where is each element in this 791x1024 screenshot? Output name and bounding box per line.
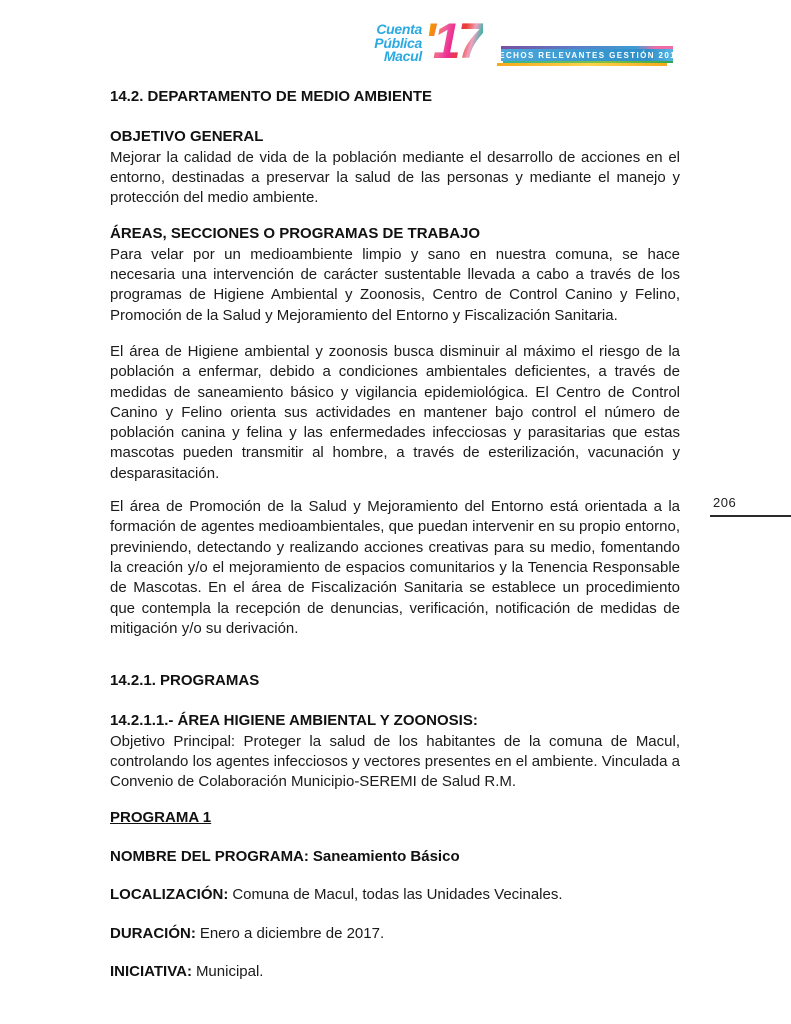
gestion-banner (492, 46, 682, 66)
document-content (110, 87, 680, 982)
banner-text: HECHOS RELEVANTES GESTIÓN 2017 (492, 50, 682, 60)
logo-line-macul: Macul (383, 48, 422, 64)
field-nombre-programa (110, 847, 680, 867)
heading-programa-1: PROGRAMA 1 (110, 808, 212, 826)
paragraph-promocion-salud: El área de Promoción de la Salud y Mejoramiento del Entorno está orientada a la formación de agentes medioambientales, que puedan intervenir en su propio entorno, previniendo, detectando y realizando acciones creativas para su medio, fomentando la creación y/o el mejoramiento de espacios comunitarios y la Tenencia Responsable de Mascotas. En el área de Fiscalización Sanitaria se establece un procedimiento que contempla la recepción de denuncias, verificación, notificación de medidas de mitigación y/o su derivación. (110, 498, 680, 637)
field-localizacion-label: LOCALIZACIÓN: (110, 886, 229, 904)
field-nombre-value: Saneamiento Básico (312, 847, 460, 865)
logo-line-publica: Pública (374, 34, 422, 51)
heading-programas: 14.2.1. PROGRAMAS (110, 672, 260, 690)
banner-stripe-yellow (497, 63, 667, 66)
paragraph-higiene-zoonosis: El área de Higiene ambiental y zoonosis busca disminuir al máximo el riesgo de la población a enfermar, debido a condiciones ambientales deficientes, a través de medidas de saneamiento básico y vigilancia epidemiológica. El Centro de Control Canino y Felino orienta sus actividades en mantener bajo control el número de población canina y felina y las enfermedades infecciosas y parasitarias que estas mascotas pueden transmitir al hombre, a través de esterilización, vacunación y desparasitación. (110, 342, 680, 482)
page-number: 206 (713, 495, 737, 510)
field-duracion (110, 924, 680, 944)
heading-area-higiene-zoonosis: 14.2.1.1.- ÁREA HIGIENE AMBIENTAL Y ZOONOSIS: (110, 712, 478, 730)
section-title-department: 14.2. DEPARTAMENTO DE MEDIO AMBIENTE (110, 88, 432, 105)
field-duracion-label: DURACIÓN: (110, 924, 196, 942)
field-localizacion-value: Comuna de Macul, todas las Unidades Vecinales. (232, 886, 563, 904)
logo-year-17: '17 (424, 13, 483, 69)
cuenta-publica-macul-logo (366, 23, 422, 64)
field-nombre-label: NOMBRE DEL PROGRAMA: (110, 847, 309, 865)
field-iniciativa-value: Municipal. (195, 962, 264, 980)
banner-blue-bar (492, 49, 682, 61)
page-number-rule (710, 494, 791, 517)
logo-line-cuenta: Cuenta (376, 21, 422, 37)
heading-areas-secciones: ÁREAS, SECCIONES O PROGRAMAS DE TRABAJO (110, 225, 481, 243)
paragraph-objetivo-general: Mejorar la calidad de vida de la población mediante el desarrollo de acciones en el entorno, destinadas a preservar la salud de las personas y mediante el manejo y protección del medio ambiente. (110, 148, 680, 207)
field-duracion-value: Enero a diciembre de 2017. (199, 924, 385, 942)
paragraph-areas-trabajo: Para velar por un medioambiente limpio y sano en nuestra comuna, se hace necesaria una intervención de carácter sustentable llevada a cabo a través de los programas de Higiene Ambiental y Zoonosis, Centro de Control Canino y Felino, Promoción de la Salud y Mejoramiento del Entorno y Fiscalización Sanitaria. (110, 245, 680, 324)
paragraph-objetivo-principal: Objetivo Principal: Proteger la salud de los habitantes de la comuna de Macul, controlando los agentes infecciosos y vectores presentes en el ambiente. Vinculada a Convenio de Colaboración Municipio-SEREMI de Salud R.M. (110, 732, 680, 791)
field-iniciativa (110, 962, 680, 982)
field-localizacion (110, 885, 680, 905)
heading-objetivo-general: OBJETIVO GENERAL (110, 128, 264, 146)
field-iniciativa-label: INICIATIVA: (110, 962, 192, 980)
